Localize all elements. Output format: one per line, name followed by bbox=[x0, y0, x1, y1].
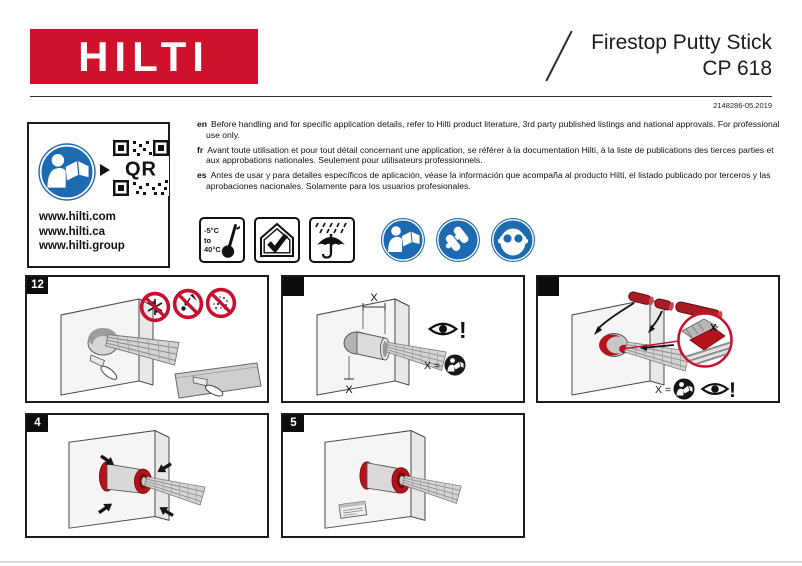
wear-eye-protection-icon bbox=[490, 217, 536, 263]
product-title-block bbox=[591, 30, 772, 82]
step-panel-1-2 bbox=[25, 275, 269, 403]
notice-en bbox=[197, 119, 785, 141]
arrow-right-icon bbox=[100, 164, 110, 176]
umbrella-rain-icon bbox=[312, 220, 352, 260]
product-code: CP 618 bbox=[702, 57, 772, 80]
qr-label: QR bbox=[125, 158, 157, 181]
step-panel-5 bbox=[281, 413, 525, 538]
product-title: Firestop Putty Stick bbox=[591, 31, 772, 54]
notice-es bbox=[197, 170, 785, 192]
protect-from-rain-icon bbox=[309, 217, 355, 263]
notice-fr bbox=[197, 145, 785, 167]
notice-en-text: Before handling and for specific application details, refer to Hilti product literature, 3rd party published listings and national approvals. For professional use only. bbox=[206, 119, 780, 140]
step-1-2-illustration bbox=[27, 277, 267, 401]
step-panel-4 bbox=[25, 413, 269, 538]
depth-dimension-bottom: X bbox=[345, 384, 353, 396]
temp-min: -5°C bbox=[204, 226, 220, 236]
notice-es-text: Antes de usar y para detalles específicos de aplicación, véase la información que acompaña al producto Hilti, el listado publicado por terceros y las aprobaciones nacionales. Solamente para los usuarios profesionales. bbox=[206, 170, 771, 191]
link-hilti-group: www.hilti.group bbox=[39, 240, 125, 252]
website-links bbox=[39, 210, 125, 254]
qr-info-box bbox=[27, 122, 170, 268]
observe-eye-icon bbox=[702, 384, 727, 394]
refer-to-manual-icon bbox=[674, 379, 695, 400]
depth-dimension-top: X bbox=[370, 292, 378, 304]
read-instructions-icon bbox=[380, 217, 426, 263]
step-3-illustration bbox=[538, 277, 778, 401]
house-check-icon bbox=[257, 220, 297, 260]
step-number-badge bbox=[538, 277, 559, 296]
lang-label-es: es bbox=[197, 170, 207, 181]
step-panel-3 bbox=[536, 275, 780, 403]
read-manual-icon bbox=[37, 142, 97, 202]
header-divider bbox=[30, 96, 772, 97]
step-5-illustration bbox=[283, 415, 523, 536]
link-hilti-com: www.hilti.com bbox=[39, 211, 116, 223]
legend-x-equals: X = bbox=[655, 384, 672, 396]
identification-label-plate bbox=[339, 501, 367, 518]
magnified-detail bbox=[679, 314, 734, 370]
notice-fr-text: Avant toute utilisation et pour tout détail concernant une application, se référer à la documentation Hilti, à la liste de publications des tierces parties et aux approbations nationales. Seulement pour utilisateurs professionnels. bbox=[206, 144, 774, 166]
title-slash-decoration bbox=[545, 31, 572, 82]
hilti-logo-text: HILTI bbox=[78, 32, 210, 80]
observe-eye-icon bbox=[430, 324, 457, 334]
language-notices bbox=[197, 119, 785, 196]
hilti-logo bbox=[30, 29, 258, 84]
wear-gloves-icon bbox=[435, 217, 481, 263]
lang-label-en: en bbox=[197, 119, 208, 129]
step-2-illustration bbox=[283, 277, 523, 401]
thermometer-icon bbox=[221, 221, 240, 261]
indoor-use-icon bbox=[254, 217, 300, 263]
no-liquid-icon bbox=[175, 291, 202, 318]
qr-code-icon bbox=[113, 140, 169, 196]
link-hilti-ca: www.hilti.ca bbox=[39, 225, 106, 238]
step-number-badge: 5 bbox=[283, 415, 304, 432]
page-bottom-divider bbox=[0, 561, 802, 563]
step-4-illustration bbox=[27, 415, 267, 536]
temp-max: 40°C bbox=[204, 245, 221, 255]
alert-exclamation: ! bbox=[729, 379, 736, 401]
detail-depth-label: X bbox=[710, 323, 717, 334]
step-panel-2 bbox=[281, 275, 525, 403]
alert-exclamation: ! bbox=[459, 317, 467, 343]
refer-to-manual-icon bbox=[445, 355, 466, 376]
temperature-text bbox=[204, 226, 221, 255]
step-number-badge: 4 bbox=[27, 415, 48, 432]
temp-to: to bbox=[204, 235, 212, 245]
condition-pictograms-row bbox=[199, 217, 536, 263]
legend-x-equals: X = bbox=[424, 360, 441, 372]
lang-label-fr: fr bbox=[197, 144, 204, 155]
temperature-range-icon bbox=[199, 217, 245, 263]
step-number-badge: 12 bbox=[27, 277, 48, 294]
document-number: 2148286-05.2019 bbox=[713, 101, 772, 110]
no-dust-icon bbox=[208, 290, 235, 317]
step-number-badge bbox=[283, 277, 304, 296]
